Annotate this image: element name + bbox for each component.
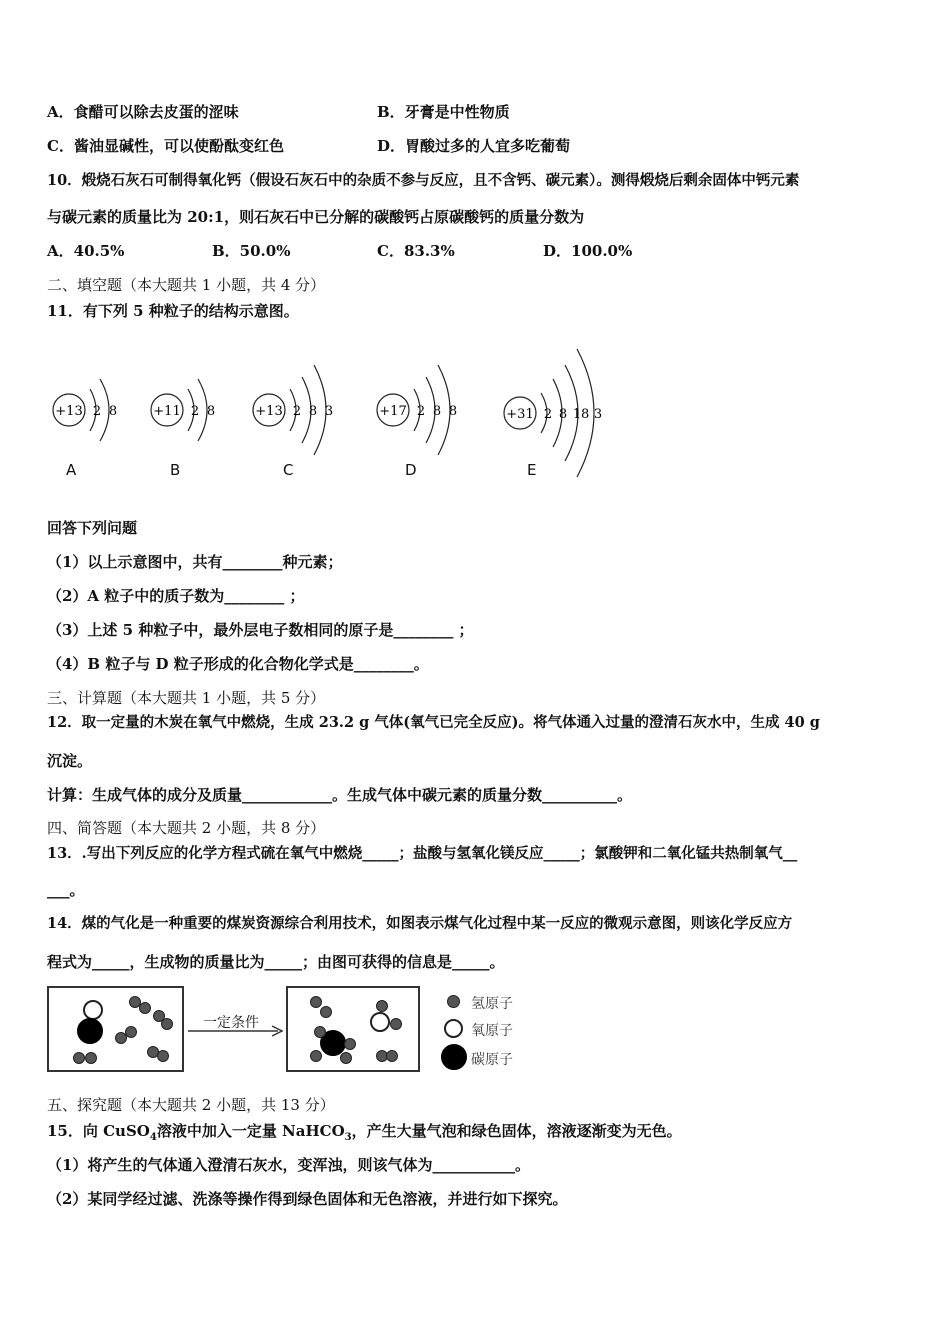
hydrogen-atom	[376, 1000, 388, 1012]
atom-diagram-c	[252, 355, 352, 469]
section-3-heading: 三、计算题（本大题共 1 小题，共 5 分）	[47, 689, 326, 707]
atom-label-e: E	[527, 461, 537, 479]
q9-option-b: B．牙膏是中性物质	[377, 103, 510, 121]
q13-line2: ___。	[47, 881, 85, 899]
q10-stem-line1: 10．煅烧石灰石可制得氧化钙（假设石灰石中的杂质不参与反应，且不含钙、碳元素）。测得煅烧后剩余固体中钙元素	[47, 172, 800, 189]
shell-electrons: 2	[543, 407, 553, 422]
hydrogen-atom	[73, 1052, 85, 1064]
q10-option-a: A．40.5%	[47, 242, 125, 260]
shell-electrons: 2	[416, 404, 426, 419]
oxygen-atom	[83, 1000, 103, 1020]
q15-sub1: （1）将产生的气体通入澄清石灰水，变浑浊，则该气体为___________。	[47, 1156, 530, 1174]
hydrogen-atom	[310, 1050, 322, 1062]
hydrogen-atom	[320, 1006, 332, 1018]
legend-hydrogen-icon	[447, 995, 460, 1008]
q11-prompt: 回答下列问题	[47, 519, 138, 537]
shell-electrons: 3	[593, 407, 603, 422]
shell-electrons: 18	[572, 407, 590, 422]
q15-line1	[47, 1121, 682, 1148]
hydrogen-atom	[85, 1052, 97, 1064]
nucleus-charge: +13	[255, 404, 283, 419]
hydrogen-atom	[157, 1050, 169, 1062]
electron-shell	[198, 379, 207, 441]
legend-carbon-icon	[441, 1044, 467, 1070]
q12-line1: 12．取一定量的木炭在氧气中燃烧，生成 23.2 g 气体(氧气已完全反应)。将气体通入过量的澄清石灰水中，生成 40 g	[47, 714, 820, 731]
hydrogen-atom	[161, 1018, 173, 1030]
shell-electrons: 2	[92, 404, 102, 419]
reactants-box	[47, 986, 184, 1072]
oxygen-atom	[370, 1012, 390, 1032]
atom-d-svg	[376, 355, 476, 465]
arrow-condition-label: 一定条件	[203, 1015, 259, 1031]
section-5-heading: 五、探究题（本大题共 2 小题，共 13 分）	[47, 1096, 335, 1114]
atom-a-svg	[52, 365, 132, 455]
shell-electrons: 8	[308, 404, 318, 419]
q9-option-a: A．食醋可以除去皮蛋的涩味	[47, 103, 239, 121]
electron-shell	[100, 379, 109, 441]
q9-option-c: C．酱油显碱性，可以使酚酞变红色	[47, 137, 284, 155]
q15-sub-4: 4	[149, 1132, 157, 1143]
shell-electrons: 8	[206, 404, 216, 419]
atom-e-svg	[503, 343, 623, 483]
reaction-arrow-icon	[186, 1024, 286, 1038]
nucleus-charge: +13	[55, 404, 83, 419]
atom-diagram-a	[52, 365, 132, 459]
hydrogen-atom	[386, 1050, 398, 1062]
hydrogen-atom	[314, 1026, 326, 1038]
q15-sub2: （2）某同学经过滤、洗涤等操作得到绿色固体和无色溶液，并进行如下探究。	[47, 1190, 568, 1208]
shell-electrons: 8	[108, 404, 118, 419]
q11-sub3: （3）上述 5 种粒子中，最外层电子数相同的原子是________ ；	[47, 621, 474, 639]
atom-diagram-b	[150, 365, 230, 459]
q14-line1: 14．煤的气化是一种重要的煤炭资源综合利用技术，如图表示煤气化过程中某一反应的微观示意图，则该化学反应方	[47, 915, 793, 932]
section-4-heading: 四、简答题（本大题共 2 小题，共 8 分）	[47, 819, 326, 837]
q15-sub-3: 3	[344, 1132, 352, 1143]
q10-option-c: C．83.3%	[377, 242, 455, 260]
q15-text-a: 15．向 CuSO	[47, 1122, 150, 1140]
hydrogen-atom	[340, 1052, 352, 1064]
shell-electrons: 8	[432, 404, 442, 419]
q10-option-b: B．50.0%	[212, 242, 291, 260]
shell-electrons: 8	[448, 404, 458, 419]
atom-label-b: B	[170, 461, 181, 479]
q15-text-b: 溶液中加入一定量 NaHCO	[156, 1122, 345, 1140]
nucleus-charge: +31	[506, 407, 534, 422]
carbon-atom	[77, 1018, 103, 1044]
atom-label-c: C	[283, 461, 294, 479]
q9-option-d: D．胃酸过多的人宜多吃葡萄	[377, 137, 571, 155]
nucleus-charge: +11	[153, 404, 181, 419]
hydrogen-atom	[310, 996, 322, 1008]
atom-diagram-d	[376, 355, 476, 469]
q11-sub4: （4）B 粒子与 D 粒子形成的化合物化学式是________。	[47, 655, 429, 673]
atom-label-a: A	[66, 461, 77, 479]
q10-stem-line2: 与碳元素的质量比为 20:1，则石灰石中已分解的碳酸钙占原碳酸钙的质量分数为	[47, 208, 585, 226]
products-box	[286, 986, 420, 1072]
q12-line2: 沉淀。	[47, 752, 93, 770]
shell-electrons: 2	[190, 404, 200, 419]
shell-electrons: 3	[324, 404, 334, 419]
section-2-heading: 二、填空题（本大题共 1 小题，共 4 分）	[47, 276, 326, 294]
atom-label-d: D	[405, 461, 417, 479]
shell-electrons: 8	[558, 407, 568, 422]
atom-c-svg	[252, 355, 352, 465]
q11-sub1: （1）以上示意图中，共有________种元素；	[47, 553, 343, 571]
q14-line2: 程式为_____，生成物的质量比为_____；由图可获得的信息是_____。	[47, 953, 505, 971]
atom-diagram-e	[503, 343, 623, 487]
q10-option-d: D．100.0%	[543, 242, 633, 260]
hydrogen-atom	[390, 1018, 402, 1030]
hydrogen-atom	[344, 1038, 356, 1050]
legend-oxygen-label: 氧原子	[471, 1023, 513, 1039]
legend-carbon-label: 碳原子	[471, 1052, 513, 1068]
legend-hydrogen-label: 氢原子	[471, 996, 513, 1012]
legend-oxygen-icon	[444, 1019, 463, 1038]
q11-stem: 11．有下列 5 种粒子的结构示意图。	[47, 302, 299, 320]
q13-line1: 13．.写出下列反应的化学方程式硫在氧气中燃烧_____；盐酸与氢氧化镁反应_____；氯酸钾和二氧化锰共热制氧气__	[47, 845, 798, 862]
hydrogen-atom	[125, 1026, 137, 1038]
q11-sub2: （2）A 粒子中的质子数为________ ；	[47, 587, 305, 605]
q12-line3: 计算：生成气体的成分及质量____________。生成气体中碳元素的质量分数__________。	[47, 786, 633, 804]
q15-text-c: ，产生大量气泡和绿色固体，溶液逐渐变为无色。	[351, 1122, 682, 1140]
atom-b-svg	[150, 365, 230, 455]
shell-electrons: 2	[292, 404, 302, 419]
nucleus-charge: +17	[379, 404, 407, 419]
hydrogen-atom	[139, 1002, 151, 1014]
